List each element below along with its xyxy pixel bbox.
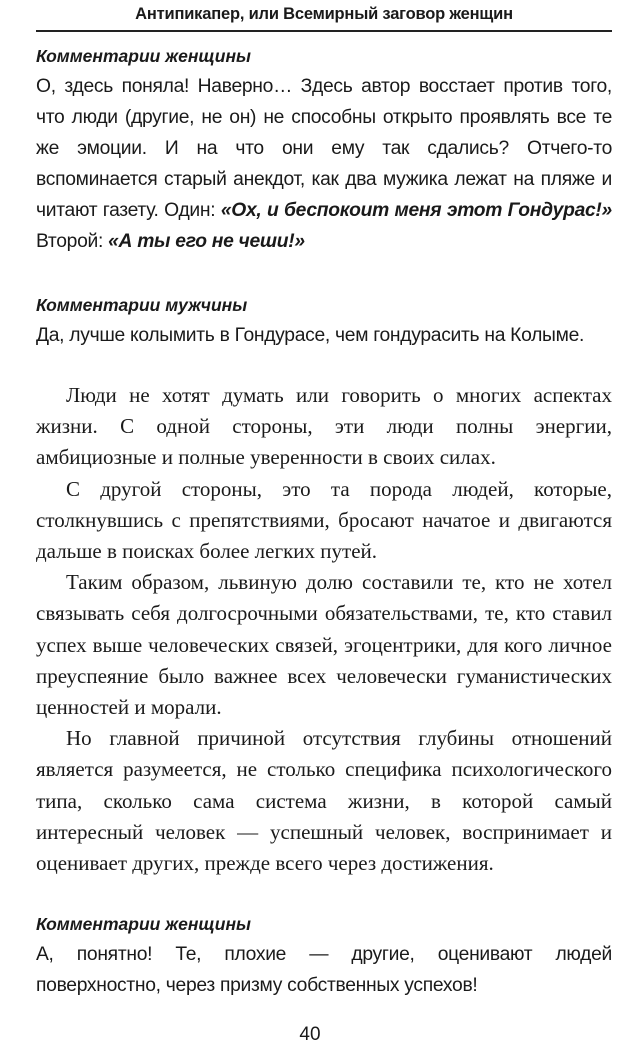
- comment-title: Комментарии женщины: [36, 46, 251, 66]
- man-comment: [36, 290, 612, 351]
- woman-comment-1: [36, 41, 612, 257]
- page-content: [36, 40, 612, 1001]
- main-text: [36, 380, 612, 879]
- running-header: Антипикапер, или Всемирный заговор женщин: [135, 5, 513, 23]
- comment-text: А, понятно! Те, плохие — другие, оценивают людей поверхностно, через призму собственных успехов!: [36, 944, 612, 997]
- page-number: 40: [299, 1024, 321, 1045]
- comment-title: Комментарии женщины: [36, 914, 251, 935]
- comment-text: Да, лучше колымить в Гондурасе, чем гондурасить на Колыме.: [36, 325, 585, 346]
- anecdote-quote-2: «А ты его не чеши!»: [108, 231, 305, 252]
- paragraph: С другой стороны, это та порода людей, которые, столкнувшись с препятствиями, бросают начатое и двигаются дальше в поисках более легких путей.: [36, 476, 612, 564]
- header-rule: [36, 30, 612, 32]
- anecdote-quote-1: «Ох, и беспокоит меня этот Гондурас!»: [220, 200, 612, 221]
- comment-text-part: Второй:: [36, 231, 109, 252]
- comment-title: Комментарии мужчины: [36, 295, 248, 315]
- paragraph: Таким образом, львиную долю составили те, кто не хотел связывать себя долгосрочными обязательствами, те, кто ставил успех выше человеческих связей, эгоцентрики, для кого личное преуспеяние было важнее всех человечески гуманистических ценностей и морали.: [36, 570, 612, 720]
- woman-comment-2: [36, 909, 612, 1001]
- comment-text-part: О, здесь поняла! Наверно… Здесь автор восстает против того, что люди (другие, не он) не способны открыто проявлять все те же эмоции. И на что они ему так сдались? Отчего-то вспоминается старый анекдот, как два мужика лежат на пляже и читают газету. Один:: [36, 76, 612, 221]
- paragraph: Люди не хотят думать или говорить о многих аспектах жизни. С одной стороны, эти люди полны энергии, амбициозные и полные уверенности в своих силах.: [36, 383, 612, 470]
- paragraph: Но главной причиной отсутствия глубины отношений является разумеется, не столько специфика психологического типа, сколько сама система жизни, в которой самый интересный человек — успешный человек, воспринимает и оценивает других, прежде всего через достижения.: [36, 726, 612, 876]
- comment-text: [36, 71, 612, 257]
